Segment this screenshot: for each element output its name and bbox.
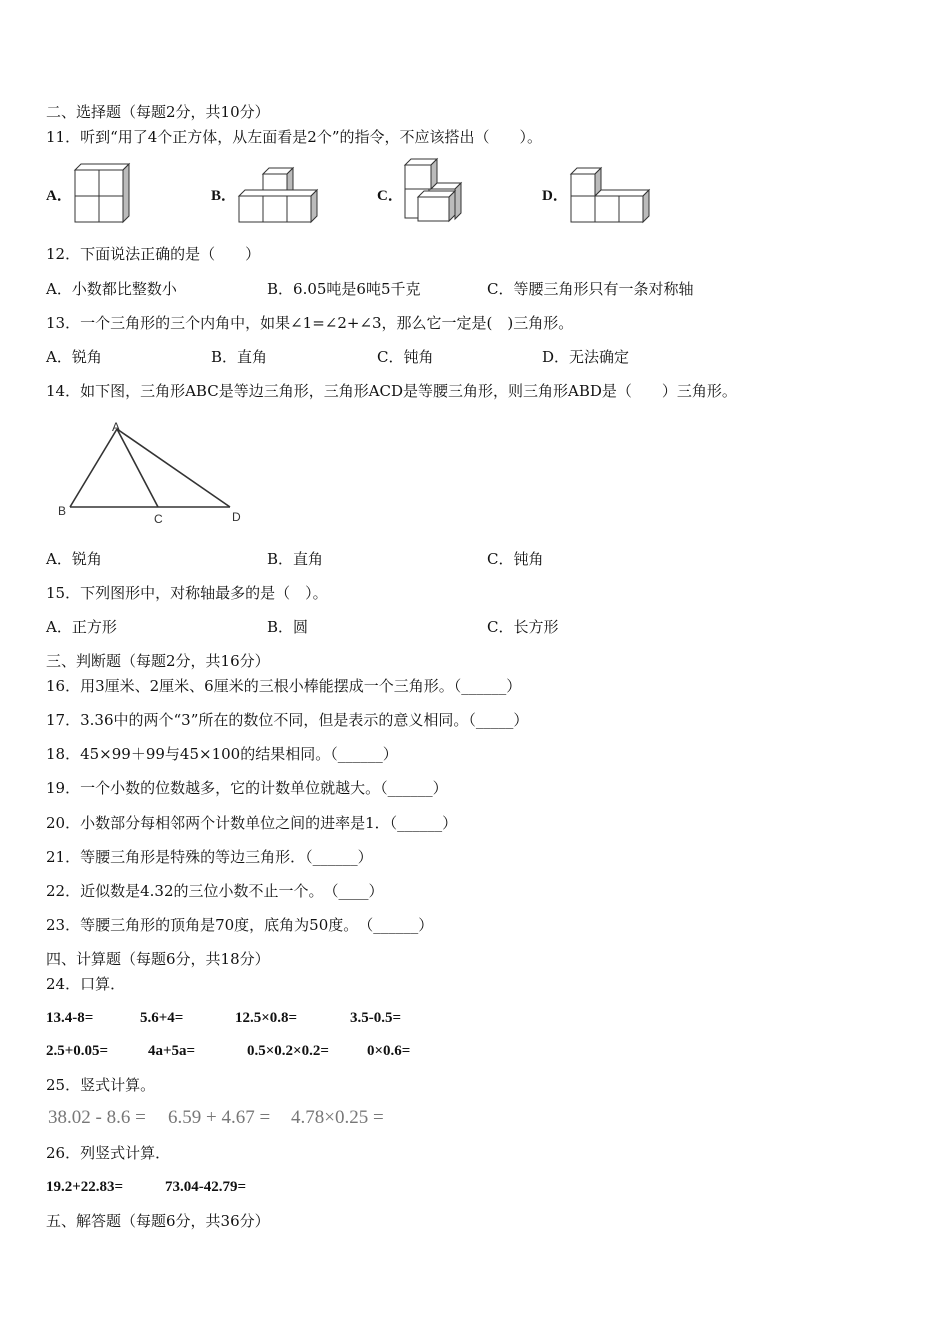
judge-question: 18．45×99＋99与45×100的结果相同。（______） xyxy=(46,745,398,763)
section-heading: 三、判断题（每题2分，共16分） xyxy=(46,652,270,670)
option-c: C．长方形 xyxy=(487,618,559,636)
question-13: 13．一个三角形的三个内角中，如果∠1=∠2+∠3，那么它一定是( )三角形。 xyxy=(46,314,574,332)
option-b: B．6.05吨是6吨5千克 xyxy=(267,280,421,298)
option-c: C． xyxy=(377,188,403,204)
section-heading: 五、解答题（每题6分，共36分） xyxy=(46,1212,270,1230)
option-a: A． xyxy=(46,188,72,204)
judge-question: 17．3.36中的两个“3”所在的数位不同，但是表示的意义相同。（_____） xyxy=(46,711,529,729)
vertex-label: A xyxy=(112,420,121,434)
option-a: A．正方形 xyxy=(46,618,117,636)
question-12: 12．下面说法正确的是（ ） xyxy=(46,245,261,263)
question-25: 25．竖式计算。 xyxy=(46,1076,156,1094)
oral-item: 0×0.6= xyxy=(367,1043,411,1059)
oral-item: 5.6+4= xyxy=(140,1010,184,1026)
vertex-label: B xyxy=(58,504,67,518)
oral-item: 13.4-8= xyxy=(46,1010,94,1026)
oral-item: 0.5×0.2×0.2= xyxy=(247,1043,329,1059)
question-15: 15．下列图形中，对称轴最多的是（ ）。 xyxy=(46,584,328,602)
vertical-calc-item: 4.78×0.25 = xyxy=(291,1107,384,1128)
question-14: 14．如下图，三角形ABC是等边三角形，三角形ACD是等腰三角形，则三角形ABD是（ ）三角形。 xyxy=(46,382,737,400)
vertical-calc-item: 19.2+22.83= xyxy=(46,1179,124,1195)
triangle-diagram xyxy=(50,415,250,530)
section-heading: 二、选择题（每题2分，共10分） xyxy=(46,103,270,121)
option-b: B． xyxy=(211,188,237,204)
section-heading: 四、计算题（每题6分，共18分） xyxy=(46,950,270,968)
vertex-label: D xyxy=(232,510,241,524)
option-b: B．圆 xyxy=(267,618,309,636)
option-a: A．小数都比整数小 xyxy=(46,280,177,298)
option-b: B．直角 xyxy=(267,550,324,568)
question-11: 11．听到“用了4个正方体，从左面看是2个”的指令，不应该搭出（ ）。 xyxy=(46,128,543,146)
option-a: A．锐角 xyxy=(46,550,102,568)
cube-figure-c xyxy=(400,155,470,225)
option-a: A．锐角 xyxy=(46,348,102,366)
option-c: C．等腰三角形只有一条对称轴 xyxy=(487,280,694,298)
question-26: 26．列竖式计算． xyxy=(46,1144,171,1162)
judge-question: 20．小数部分每相邻两个计数单位之间的进率是1．（______） xyxy=(46,814,458,832)
oral-item: 2.5+0.05= xyxy=(46,1043,109,1059)
vertical-calc-item: 38.02 - 8.6 = xyxy=(48,1107,146,1128)
oral-item: 4a+5a= xyxy=(148,1043,196,1059)
cube-figure-d xyxy=(567,160,657,226)
vertical-calc-item: 73.04-42.79= xyxy=(165,1179,247,1195)
option-b: B．直角 xyxy=(211,348,268,366)
question-24: 24．口算． xyxy=(46,975,126,993)
cube-figure-a xyxy=(70,160,140,226)
vertex-label: C xyxy=(154,512,163,526)
option-d: D． xyxy=(542,188,568,204)
judge-question: 23．等腰三角形的顶角是70度，底角为50度。 （______） xyxy=(46,916,434,934)
option-d: D．无法确定 xyxy=(542,348,630,366)
option-c: C．钝角 xyxy=(487,550,544,568)
judge-question: 16．用3厘米、2厘米、6厘米的三根小棒能摆成一个三角形。（______） xyxy=(46,677,522,695)
cube-figure-b xyxy=(235,160,325,226)
judge-question: 19．一个小数的位数越多，它的计数单位就越大。（______） xyxy=(46,779,448,797)
option-c: C．钝角 xyxy=(377,348,434,366)
oral-item: 3.5-0.5= xyxy=(350,1010,402,1026)
judge-question: 22．近似数是4.32的三位小数不止一个。 （____） xyxy=(46,882,384,900)
vertical-calc-item: 6.59 + 4.67 = xyxy=(168,1107,271,1128)
judge-question: 21．等腰三角形是特殊的等边三角形．（______） xyxy=(46,848,373,866)
oral-item: 12.5×0.8= xyxy=(235,1010,298,1026)
